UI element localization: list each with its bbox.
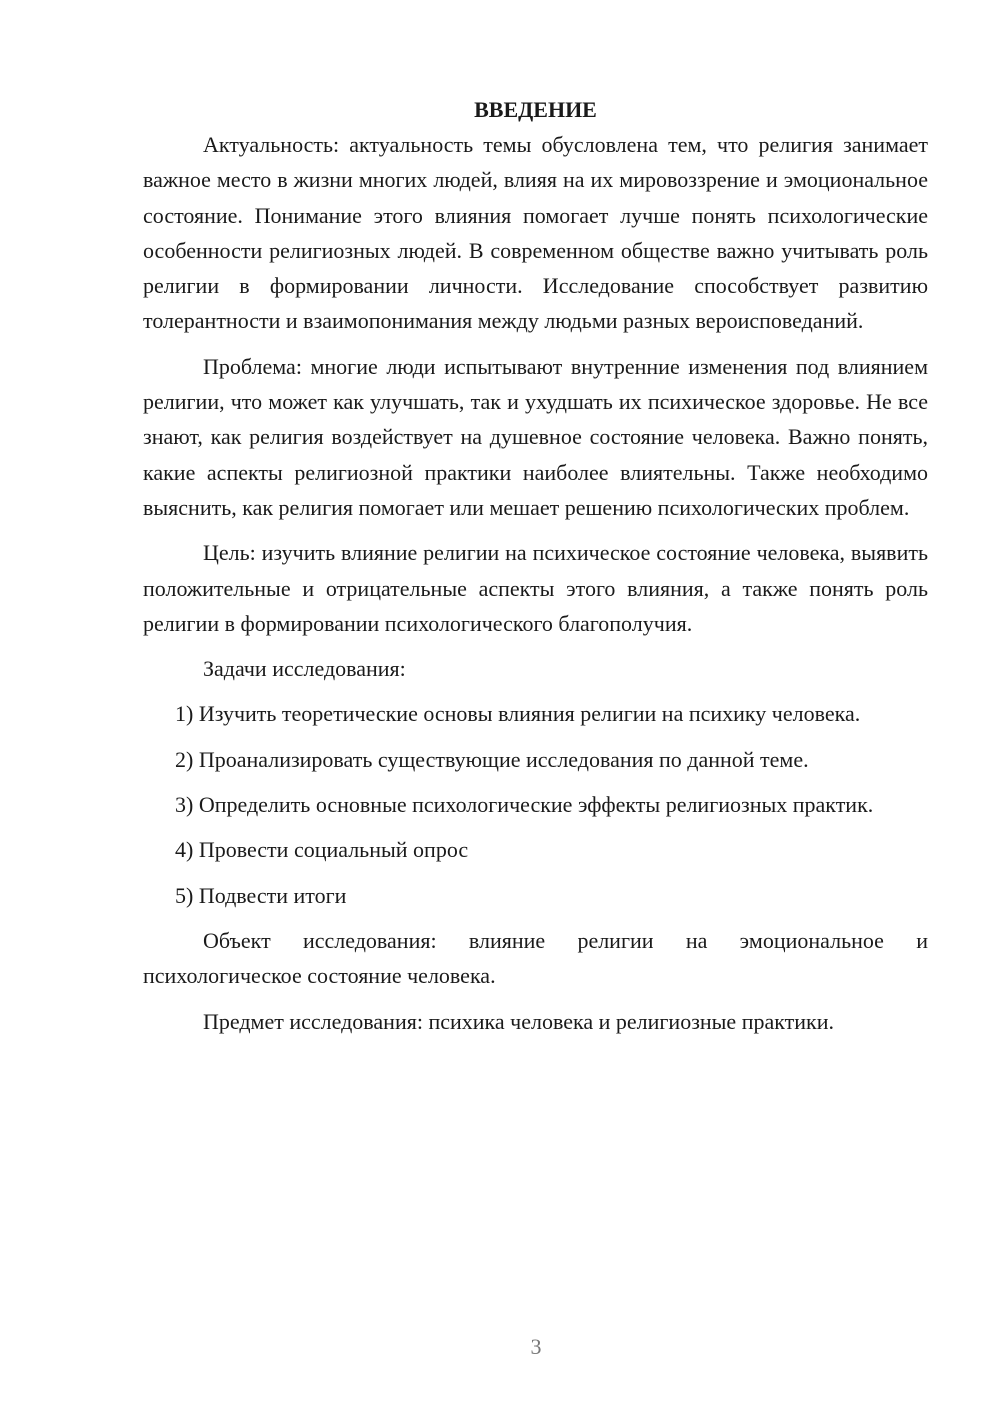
paragraph-problem: Проблема: многие люди испытывают внутренние изменения под влиянием религии, что может как улучшать, так и ухудшать их психическое здоровье. Не все знают, как религия воздействует на душевное состояние человека. Важно понять, какие аспекты религиозной практики наиболее влиятельны. Также необходимо выяснить, как религия помогает или мешает решению психологических проблем. — [143, 353, 928, 520]
paragraph-subject: Предмет исследования: психика человека и религиозные практики. — [203, 1008, 834, 1034]
paragraph-relevance: Актуальность: актуальность темы обусловлена тем, что религия занимает важное место в жизни многих людей, влияя на их мировоззрение и эмоциональное состояние. Понимание этого влияния помогает лучше понять психологические особенности религиозных людей. В современном обществе важно учитывать роль религии в формировании личности. Исследование способствует развитию толерантности и взаимопонимания между людьми разных вероисповеданий. — [143, 132, 928, 334]
document-page — [143, 92, 928, 1039]
page-number: 3 — [530, 1334, 542, 1359]
task-item-1: 1) Изучить теоретические основы влияния религии на психику человека. — [175, 701, 861, 727]
document-title: ВВЕДЕНИЕ — [474, 97, 597, 122]
paragraph-goal: Цель: изучить влияние религии на психическое состояние человека, выявить положительные и отрицательные аспекты этого влияния, а также понять роль религии в формировании психологического благополучия. — [143, 540, 928, 636]
tasks-list — [143, 696, 928, 912]
task-item-4: 4) Провести социальный опрос — [175, 837, 469, 863]
tasks-heading: Задачи исследования: — [203, 656, 406, 682]
paragraph-object: Объект исследования: влияние религии на эмоциональное и психологическое состояние человека. — [143, 927, 928, 989]
task-item-2: 2) Проанализировать существующие исследования по данной теме. — [175, 746, 809, 772]
task-item-5: 5) Подвести итоги — [175, 882, 347, 908]
task-item-3: 3) Определить основные психологические эффекты религиозных практик. — [175, 792, 874, 818]
